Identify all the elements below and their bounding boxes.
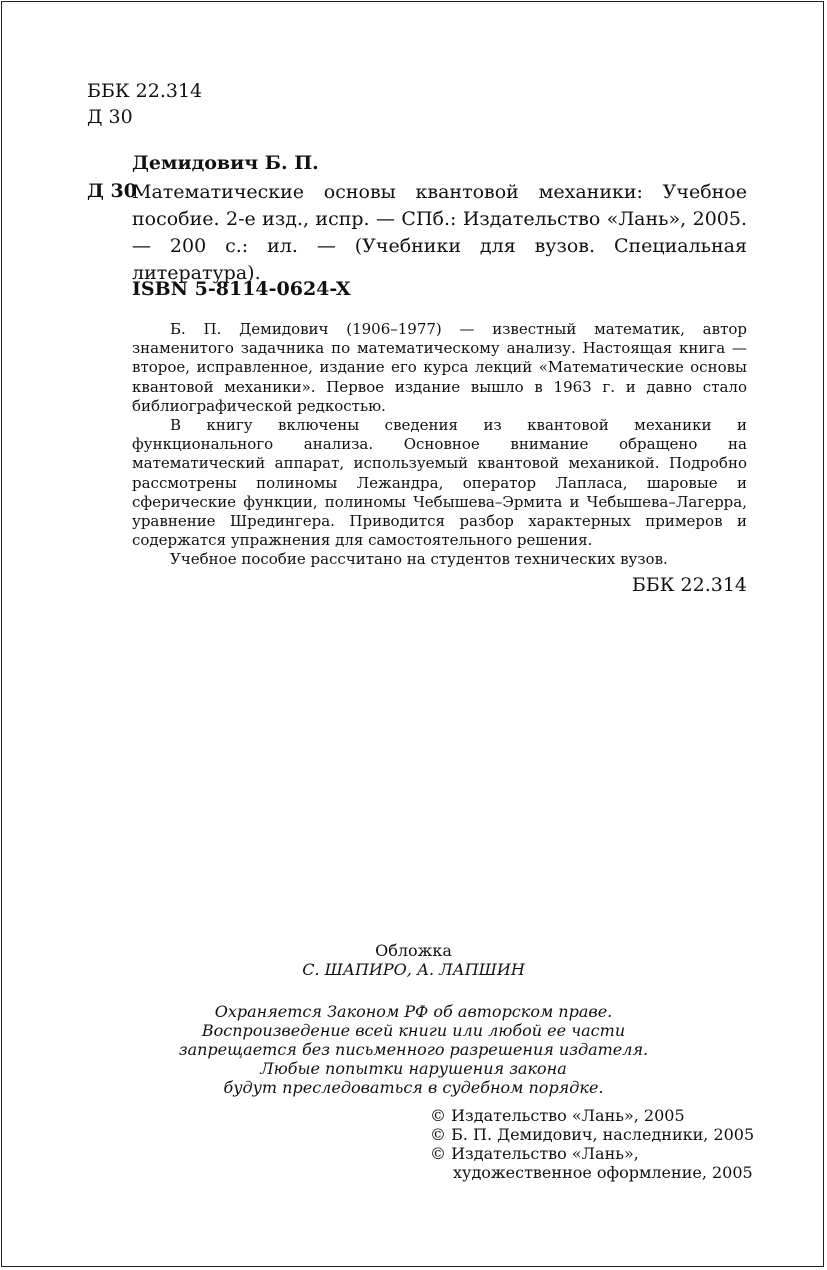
notice-line: запрещается без письменного разрешения издателя.: [178, 1040, 649, 1059]
copyright-line: © Б. П. Демидович, наследники, 2005: [430, 1125, 755, 1144]
isbn: ISBN 5-8114-0624-X: [132, 278, 351, 300]
bbk-code: ББК 22.314: [87, 80, 203, 102]
cover-credit: [0, 941, 827, 979]
abstract-paragraph: В книгу включены сведения из квантовой механики и функционального анализа. Основное внимание обращено на математический аппарат, используемый квантовой механикой. Подробно рассмотрены полиномы Лежандра, оператор Лапласа, шаровые и сферические функции, полиномы Чебышева–Эрмита и Чебышева–Лагерра, уравнение Шредингера. Приводится разбор характерных примеров и содержатся упражнения для самостоятельного решения.: [132, 416, 747, 550]
notice-line: Воспроизведение всей книги или любой ее части: [201, 1021, 626, 1040]
author-name: Демидович Б. П.: [132, 152, 319, 174]
notice-line: будут преследоваться в судебном порядке.: [223, 1078, 604, 1097]
copyright-line: художественное оформление, 2005: [453, 1163, 753, 1182]
abstract-paragraph: Учебное пособие рассчитано на студентов технических вузов.: [170, 550, 668, 569]
header-classification: [87, 78, 202, 130]
abstract-paragraph: Б. П. Демидович (1906–1977) — известный математик, автор знаменитого задачника по математическому анализу. Настоящая книга — второе, исправленное, издание его курса лекций «Математические основы квантовой механики». Первое издание вышло в 1963 г. и давно стало библиографической редкостью.: [132, 320, 747, 415]
notice-line: Охраняется Законом РФ об авторском праве.: [214, 1002, 613, 1021]
author-index: Д 30: [87, 106, 133, 128]
copyright-line: © Издательство «Лань», 2005: [430, 1106, 685, 1125]
notice-line: Любые попытки нарушения закона: [260, 1059, 567, 1078]
copyright-block: [430, 1106, 754, 1182]
cover-designers: С. ШАПИРО, А. ЛАПШИН: [302, 960, 525, 979]
copyright-line: © Издательство «Лань»,: [430, 1144, 639, 1163]
cover-label: Обложка: [375, 941, 452, 960]
copyright-notice: [0, 1002, 827, 1097]
bibliographic-description: Математические основы квантовой механики: Учебное пособие. 2-е изд., испр. — СПб.: Издательство «Лань», 2005. — 200 с.: ил. — (Учебники для вузов. Специальная литература).: [132, 181, 747, 284]
entry-index: Д 30: [87, 180, 137, 202]
abstract-bbk: ББК 22.314: [631, 574, 747, 596]
abstract: [132, 320, 747, 570]
